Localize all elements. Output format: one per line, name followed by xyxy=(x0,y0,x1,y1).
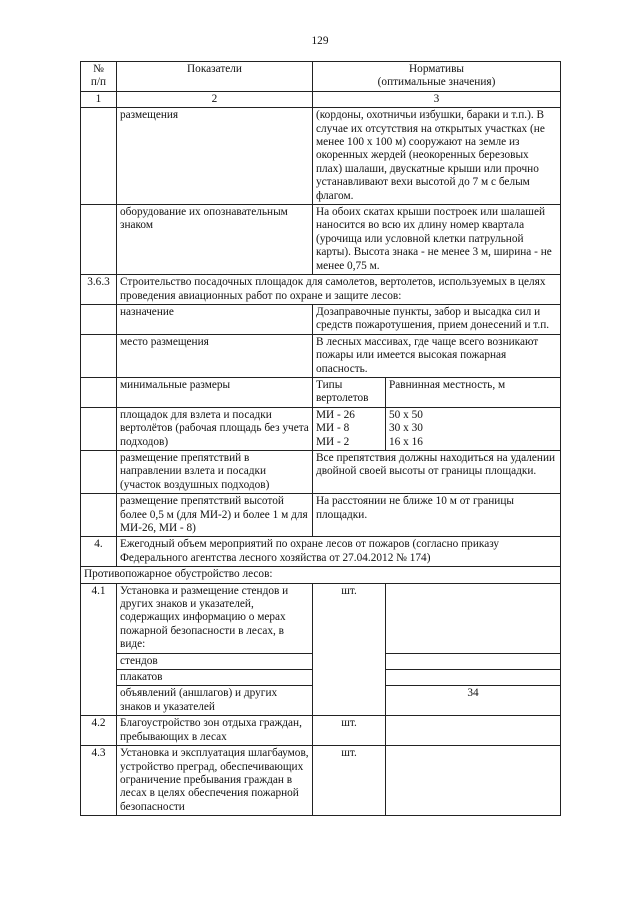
helicopter-types-header: Типы вертолетов xyxy=(313,377,386,407)
row-value: На расстоянии не ближе 10 м от границы площадки. xyxy=(313,494,561,537)
value-empty xyxy=(386,716,561,746)
row-label: объявлений (аншлагов) и других знаков и указателей xyxy=(117,686,313,716)
row-num xyxy=(81,334,117,377)
table-row xyxy=(81,304,561,334)
value-empty xyxy=(386,746,561,816)
table-row xyxy=(81,494,561,537)
colnum-3: 3 xyxy=(313,91,561,107)
row-label: размещение препятствий высотой более 0,5 м (для МИ-2) и более 1 м для МИ-26, МИ - 8) xyxy=(117,494,313,537)
table-row xyxy=(81,377,561,407)
pad-sizes xyxy=(386,407,561,450)
row-label: размещение препятствий в направлении взлета и посадки (участок воздушных подходов) xyxy=(117,450,313,493)
section-title: Противопожарное обустройство лесов: xyxy=(81,567,561,583)
norms-table xyxy=(80,61,561,816)
unit: шт. xyxy=(313,583,386,716)
table-row xyxy=(81,334,561,377)
row-label: Благоустройство зон отдыха граждан, пребывающих в лесах xyxy=(117,716,313,746)
row-num xyxy=(81,304,117,334)
unit: шт. xyxy=(313,716,386,746)
table-row xyxy=(81,275,561,305)
row-value: 34 xyxy=(386,686,561,716)
header-indicators: Показатели xyxy=(117,62,313,92)
colnum-2: 2 xyxy=(117,91,313,107)
row-label: минимальные размеры xyxy=(117,377,313,407)
header-num-line1: № xyxy=(93,63,104,75)
row-num xyxy=(81,407,117,450)
row-label: размещения xyxy=(117,108,313,205)
row-label: стендов xyxy=(117,653,313,669)
header-num-line2: п/п xyxy=(90,76,107,89)
row-num xyxy=(81,450,117,493)
helicopter-types xyxy=(313,407,386,450)
unit: шт. xyxy=(313,746,386,816)
header-norms-line2: (оптимальные значения) xyxy=(377,76,496,89)
column-numbers-row xyxy=(81,91,561,107)
row-num: 4.1 xyxy=(81,583,117,716)
colnum-1: 1 xyxy=(81,91,117,107)
row-label: оборудование их опознавательным знаком xyxy=(117,205,313,275)
table-row xyxy=(81,716,561,746)
value-empty xyxy=(386,653,561,669)
row-label: Установка и размещение стендов и других знаков и указателей, содержащих информацию о мерах пожарной безопасности в лесах, в виде: xyxy=(117,583,313,653)
table-row xyxy=(81,407,561,450)
table-row xyxy=(81,537,561,567)
plain-terrain-header: Равнинная местность, м xyxy=(386,377,561,407)
row-label: место размещения xyxy=(117,334,313,377)
value-empty xyxy=(386,583,561,653)
section-title: Строительство посадочных площадок для самолетов, вертолетов, используемых в целях проведения авиационных работ по охране и защите лесов: xyxy=(117,275,561,305)
helicopter-type: МИ - 26 xyxy=(316,408,355,421)
row-num xyxy=(81,494,117,537)
table-header-row xyxy=(81,62,561,92)
table-row xyxy=(81,567,561,583)
page-number: 129 xyxy=(311,35,329,47)
table-row xyxy=(81,450,561,493)
pad-size: 30 х 30 xyxy=(389,422,423,435)
row-value: (кордоны, охотничьи избушки, бараки и т.п.). В случае их отсутствия на открытых участках (не менее 100 х 100 м) сооружают на земле из окоренных жердей (неокоренных березовых плах) шалаши, двускатные крыши или прочно устанавливают вехи высотой до 7 м с белым флагом. xyxy=(313,108,561,205)
value-empty xyxy=(386,670,561,686)
row-value: Все препятствия должны находиться на удалении двойной своей высоты от границы площадки. xyxy=(313,450,561,493)
row-num xyxy=(81,377,117,407)
header-norms-line1: Нормативы xyxy=(409,63,464,75)
table-row xyxy=(81,205,561,275)
row-value: На обоих скатах крыши построек или шалашей наносится во всю их длину номер квартала (урочища или условной клетки патрульной карты). Высота знака - не менее 3 м, ширина - не менее 0,75 м. xyxy=(313,205,561,275)
pad-size: 50 х 50 xyxy=(389,408,423,421)
row-label: Установка и эксплуатация шлагбаумов, устройство преград, обеспечивающих ограничение пребывания граждан в лесах в целях обеспечения пожарной безопасности xyxy=(117,746,313,816)
row-num xyxy=(81,108,117,205)
row-num: 3.6.3 xyxy=(81,275,117,305)
header-num xyxy=(81,62,117,92)
helicopter-type: МИ - 8 xyxy=(316,422,350,435)
pad-size: 16 х 16 xyxy=(389,435,423,448)
row-num: 4.2 xyxy=(81,716,117,746)
row-num xyxy=(81,205,117,275)
row-label: плакатов xyxy=(117,670,313,686)
row-num: 4. xyxy=(81,537,117,567)
row-value: В лесных массивах, где чаще всего возникают пожары или имеется высокая пожарная опасность. xyxy=(313,334,561,377)
section-title: Ежегодный объем мероприятий по охране лесов от пожаров (согласно приказу Федерального агентства лесного хозяйства от 27.04.2012 № 174) xyxy=(117,537,561,567)
row-value: Дозаправочные пункты, забор и высадка сил и средств пожаротушения, прием донесений и т.п. xyxy=(313,304,561,334)
table-row xyxy=(81,108,561,205)
table-row xyxy=(81,746,561,816)
table-row xyxy=(81,583,561,653)
row-num: 4.3 xyxy=(81,746,117,816)
helicopter-type: МИ - 2 xyxy=(316,435,350,448)
row-label: площадок для взлета и посадки вертолётов (рабочая площадь без учета подходов) xyxy=(117,407,313,450)
header-norms xyxy=(313,62,561,92)
row-label: назначение xyxy=(117,304,313,334)
